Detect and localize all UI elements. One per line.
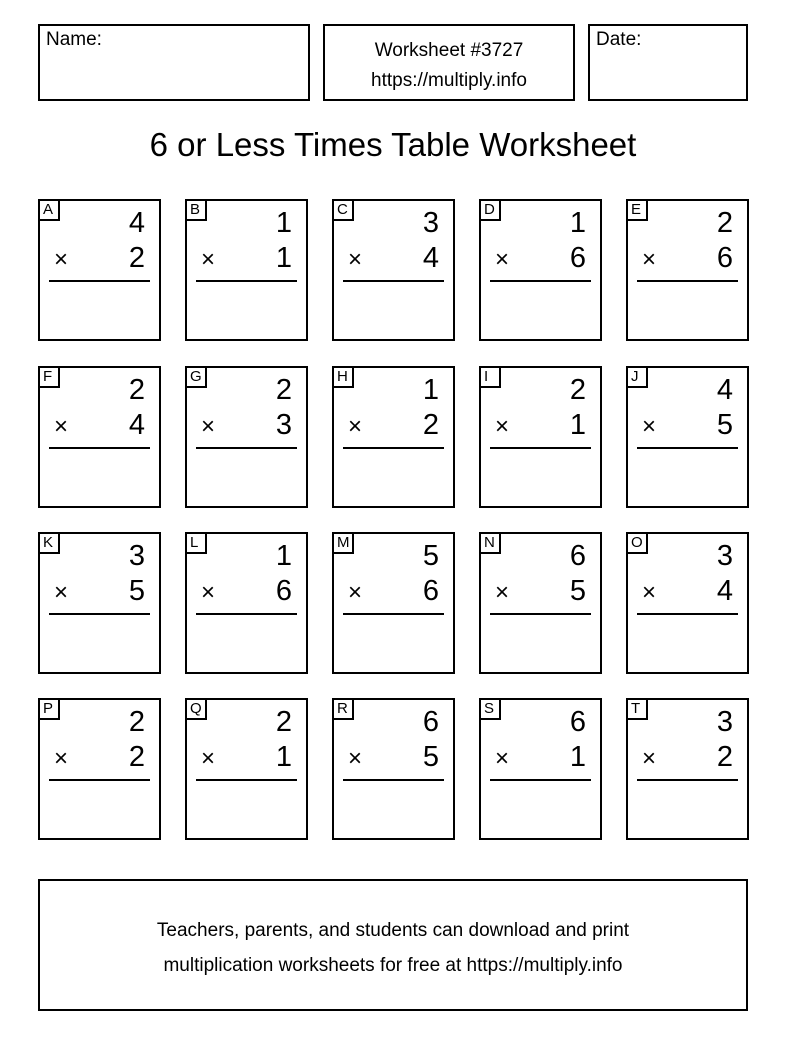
name-label: Name: xyxy=(46,29,102,50)
multiply-sign: × xyxy=(495,413,510,440)
problem-card[interactable] xyxy=(332,698,455,840)
problem-card[interactable] xyxy=(332,532,455,674)
multiplier: 4 xyxy=(422,242,439,274)
answer-line xyxy=(196,779,297,781)
multiplicand: 2 xyxy=(128,706,145,738)
problem-letter: T xyxy=(626,698,648,720)
problem-letter: E xyxy=(626,199,648,221)
answer-line xyxy=(637,280,738,282)
problem-letter: M xyxy=(332,532,354,554)
multiplier: 1 xyxy=(569,741,586,773)
problem-card[interactable] xyxy=(479,366,602,508)
problem-letter: C xyxy=(332,199,354,221)
multiply-sign: × xyxy=(642,745,657,772)
answer-line xyxy=(637,447,738,449)
multiplicand: 1 xyxy=(275,207,292,239)
problem-card[interactable] xyxy=(626,366,749,508)
multiplicand: 2 xyxy=(716,207,733,239)
multiplicand: 5 xyxy=(422,540,439,572)
problem-card[interactable] xyxy=(185,532,308,674)
problem-card[interactable] xyxy=(626,199,749,341)
multiplier: 2 xyxy=(128,242,145,274)
answer-line xyxy=(49,613,150,615)
multiply-sign: × xyxy=(201,579,216,606)
problem-card[interactable] xyxy=(185,366,308,508)
problem-letter: R xyxy=(332,698,354,720)
problem-letter: J xyxy=(626,366,648,388)
problem-card[interactable] xyxy=(38,532,161,674)
problem-letter: I xyxy=(479,366,501,388)
problem-letter: D xyxy=(479,199,501,221)
multiply-sign: × xyxy=(54,413,69,440)
problem-card[interactable] xyxy=(38,199,161,341)
multiply-sign: × xyxy=(348,246,363,273)
problem-card[interactable] xyxy=(479,532,602,674)
multiplicand: 1 xyxy=(569,207,586,239)
multiplicand: 1 xyxy=(275,540,292,572)
multiplier: 3 xyxy=(275,409,292,441)
multiply-sign: × xyxy=(495,579,510,606)
answer-line xyxy=(490,447,591,449)
multiplicand: 3 xyxy=(128,540,145,572)
multiply-sign: × xyxy=(54,579,69,606)
multiply-sign: × xyxy=(54,246,69,273)
problem-letter: A xyxy=(38,199,60,221)
multiplier: 5 xyxy=(128,575,145,607)
multiplicand: 3 xyxy=(716,540,733,572)
problem-letter: K xyxy=(38,532,60,554)
answer-line xyxy=(490,779,591,781)
multiplier: 1 xyxy=(275,242,292,274)
problem-card[interactable] xyxy=(479,199,602,341)
multiplier: 1 xyxy=(569,409,586,441)
answer-line xyxy=(196,447,297,449)
footer-note xyxy=(38,879,748,1011)
problem-letter: S xyxy=(479,698,501,720)
problem-letter: F xyxy=(38,366,60,388)
date-label: Date: xyxy=(596,29,642,50)
multiplicand: 4 xyxy=(716,374,733,406)
name-field[interactable] xyxy=(38,24,310,101)
multiplier: 2 xyxy=(422,409,439,441)
site-url: https://multiply.info xyxy=(371,70,527,91)
multiplier: 6 xyxy=(716,242,733,274)
multiply-sign: × xyxy=(495,246,510,273)
problem-card[interactable] xyxy=(626,698,749,840)
page-title: 6 or Less Times Table Worksheet xyxy=(149,126,637,163)
problem-letter: H xyxy=(332,366,354,388)
multiplicand: 2 xyxy=(275,374,292,406)
multiply-sign: × xyxy=(642,246,657,273)
answer-line xyxy=(343,779,444,781)
answer-line xyxy=(196,613,297,615)
multiplier: 4 xyxy=(716,575,733,607)
answer-line xyxy=(490,280,591,282)
multiplicand: 4 xyxy=(128,207,145,239)
problem-card[interactable] xyxy=(185,199,308,341)
multiply-sign: × xyxy=(348,579,363,606)
multiplicand: 6 xyxy=(569,706,586,738)
date-field[interactable] xyxy=(588,24,748,101)
multiply-sign: × xyxy=(201,413,216,440)
multiplier: 5 xyxy=(716,409,733,441)
multiplier: 2 xyxy=(716,741,733,773)
answer-line xyxy=(637,613,738,615)
multiply-sign: × xyxy=(54,745,69,772)
problem-card[interactable] xyxy=(479,698,602,840)
problem-card[interactable] xyxy=(185,698,308,840)
worksheet-info xyxy=(323,24,575,101)
multiplier: 6 xyxy=(569,242,586,274)
multiplier: 6 xyxy=(422,575,439,607)
answer-line xyxy=(49,779,150,781)
multiplicand: 1 xyxy=(422,374,439,406)
multiply-sign: × xyxy=(348,413,363,440)
multiplier: 4 xyxy=(128,409,145,441)
problem-card[interactable] xyxy=(626,532,749,674)
problem-letter: N xyxy=(479,532,501,554)
problem-card[interactable] xyxy=(38,698,161,840)
multiply-sign: × xyxy=(348,745,363,772)
answer-line xyxy=(49,280,150,282)
multiplicand: 2 xyxy=(275,706,292,738)
multiplier: 1 xyxy=(275,741,292,773)
multiplicand: 6 xyxy=(569,540,586,572)
worksheet-number: Worksheet #3727 xyxy=(374,40,524,61)
multiplicand: 2 xyxy=(128,374,145,406)
problem-letter: O xyxy=(626,532,648,554)
problem-letter: P xyxy=(38,698,60,720)
answer-line xyxy=(196,280,297,282)
multiplier: 2 xyxy=(128,741,145,773)
problem-card[interactable] xyxy=(332,366,455,508)
multiplier: 6 xyxy=(275,575,292,607)
problem-card[interactable] xyxy=(38,366,161,508)
multiplicand: 3 xyxy=(422,207,439,239)
multiply-sign: × xyxy=(201,745,216,772)
footer-line-2: multiplication worksheets for free at https://multiply.info xyxy=(163,955,623,976)
problem-letter: B xyxy=(185,199,207,221)
problem-card[interactable] xyxy=(332,199,455,341)
multiply-sign: × xyxy=(201,246,216,273)
multiplicand: 6 xyxy=(422,706,439,738)
answer-line xyxy=(343,613,444,615)
multiplier: 5 xyxy=(422,741,439,773)
multiplier: 5 xyxy=(569,575,586,607)
multiply-sign: × xyxy=(642,413,657,440)
multiplicand: 3 xyxy=(716,706,733,738)
answer-line xyxy=(490,613,591,615)
problem-letter: L xyxy=(185,532,207,554)
multiplicand: 2 xyxy=(569,374,586,406)
footer-line-1: Teachers, parents, and students can download and print xyxy=(156,920,630,941)
problem-letter: G xyxy=(185,366,207,388)
multiply-sign: × xyxy=(495,745,510,772)
answer-line xyxy=(343,447,444,449)
multiply-sign: × xyxy=(642,579,657,606)
answer-line xyxy=(343,280,444,282)
answer-line xyxy=(637,779,738,781)
answer-line xyxy=(49,447,150,449)
problem-letter: Q xyxy=(185,698,207,720)
